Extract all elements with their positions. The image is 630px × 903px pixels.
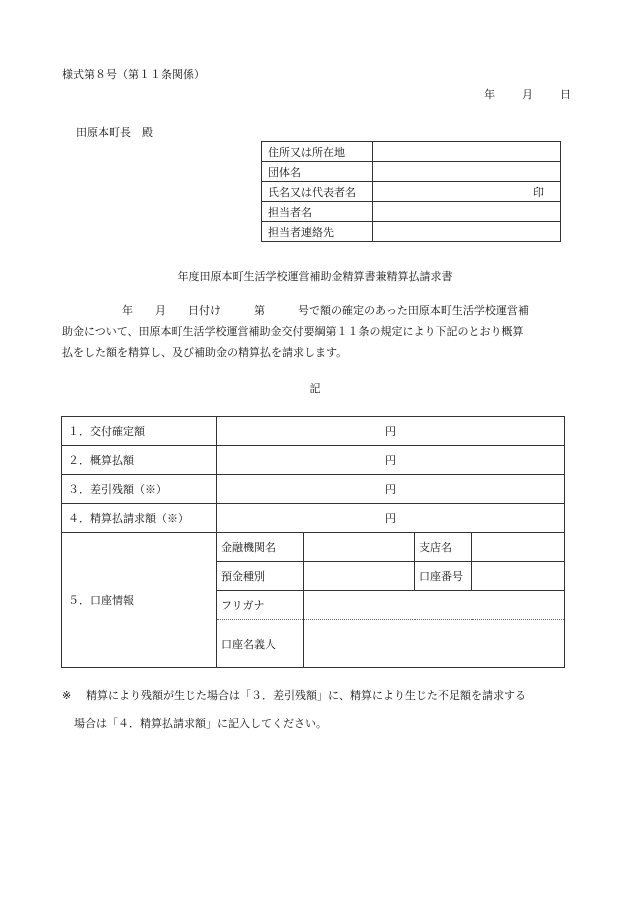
applicant-row-contact-person <box>262 202 561 222</box>
table-row <box>62 475 565 504</box>
branch-name-label: 支店名 <box>415 533 472 562</box>
bank-name-field[interactable] <box>304 533 415 562</box>
note-line <box>62 682 572 710</box>
note-text: 精算により残額が生じた場合は「３．差引残額」に、精算により生じた不足額を請求する <box>86 689 526 702</box>
deposit-type-label: 預金種別 <box>217 562 304 591</box>
item-label: ３．差引残額（※） <box>62 475 217 504</box>
item-label: ２．概算払額 <box>62 446 217 475</box>
table-row <box>62 417 565 446</box>
address-label: 住所又は所在地 <box>262 142 373 162</box>
item-label: １．交付確定額 <box>62 417 217 446</box>
applicant-row-address <box>262 142 561 162</box>
table-row <box>62 446 565 475</box>
representative-field[interactable] <box>373 182 561 202</box>
date-line <box>484 86 571 102</box>
account-info-label: ５．口座情報 <box>62 533 217 668</box>
furigana-field[interactable] <box>304 591 565 620</box>
estimated-payment-field[interactable]: 円 <box>217 446 565 475</box>
remaining-balance-field[interactable]: 円 <box>217 475 565 504</box>
furigana-label: フリガナ <box>217 591 304 620</box>
account-number-label: 口座番号 <box>415 562 472 591</box>
body-line: 払をした額を精算し、及び補助金の精算払を請求します。 <box>62 346 348 359</box>
note-line: 場合は「４．精算払請求額」に記入してください。 <box>74 717 327 730</box>
date-day: 日 <box>560 88 571 101</box>
representative-label: 氏名又は代表者名 <box>262 182 373 202</box>
body-text <box>62 300 566 363</box>
table-row <box>62 504 565 533</box>
contact-info-label: 担当者連絡先 <box>262 222 373 242</box>
applicant-row-group <box>262 162 561 182</box>
table-row <box>62 533 565 562</box>
item-label: ４．精算払請求額（※） <box>62 504 217 533</box>
account-holder-field[interactable] <box>304 620 565 668</box>
amount-table <box>61 416 565 668</box>
body-line: 助金について、田原本町生活学校運営補助金交付要綱第１１条の規定により下記のとおり概算 <box>62 325 524 338</box>
group-name-label: 団体名 <box>262 162 373 182</box>
date-year: 年 <box>484 88 495 101</box>
account-number-field[interactable] <box>472 562 565 591</box>
body-line: 年 月 日付け 第 号で額の確定のあった田原本町生活学校運営補 <box>122 304 529 317</box>
contact-person-field[interactable] <box>373 202 561 222</box>
account-holder-label: 口座名義人 <box>217 620 304 668</box>
confirmed-amount-field[interactable]: 円 <box>217 417 565 446</box>
addressee: 田原本町長 殿 <box>76 126 153 139</box>
address-field[interactable] <box>373 142 561 162</box>
applicant-row-contact-info <box>262 222 561 242</box>
deposit-type-field[interactable] <box>304 562 415 591</box>
contact-person-label: 担当者名 <box>262 202 373 222</box>
form-number: 様式第８号（第１１条関係） <box>62 68 205 81</box>
applicant-row-representative <box>262 182 561 202</box>
note <box>62 682 572 738</box>
note-mark: ※ <box>62 689 72 702</box>
date-month: 月 <box>522 88 533 101</box>
document-title: 年度田原本町生活学校運営補助金精算書兼精算払請求書 <box>177 270 453 283</box>
contact-info-field[interactable] <box>373 222 561 242</box>
branch-name-field[interactable] <box>472 533 565 562</box>
bank-name-label: 金融機関名 <box>217 533 304 562</box>
seal-mark: 印 <box>533 186 544 199</box>
ki-heading: 記 <box>309 382 321 395</box>
applicant-info-table <box>261 141 561 242</box>
settlement-request-field[interactable]: 円 <box>217 504 565 533</box>
group-name-field[interactable] <box>373 162 561 182</box>
